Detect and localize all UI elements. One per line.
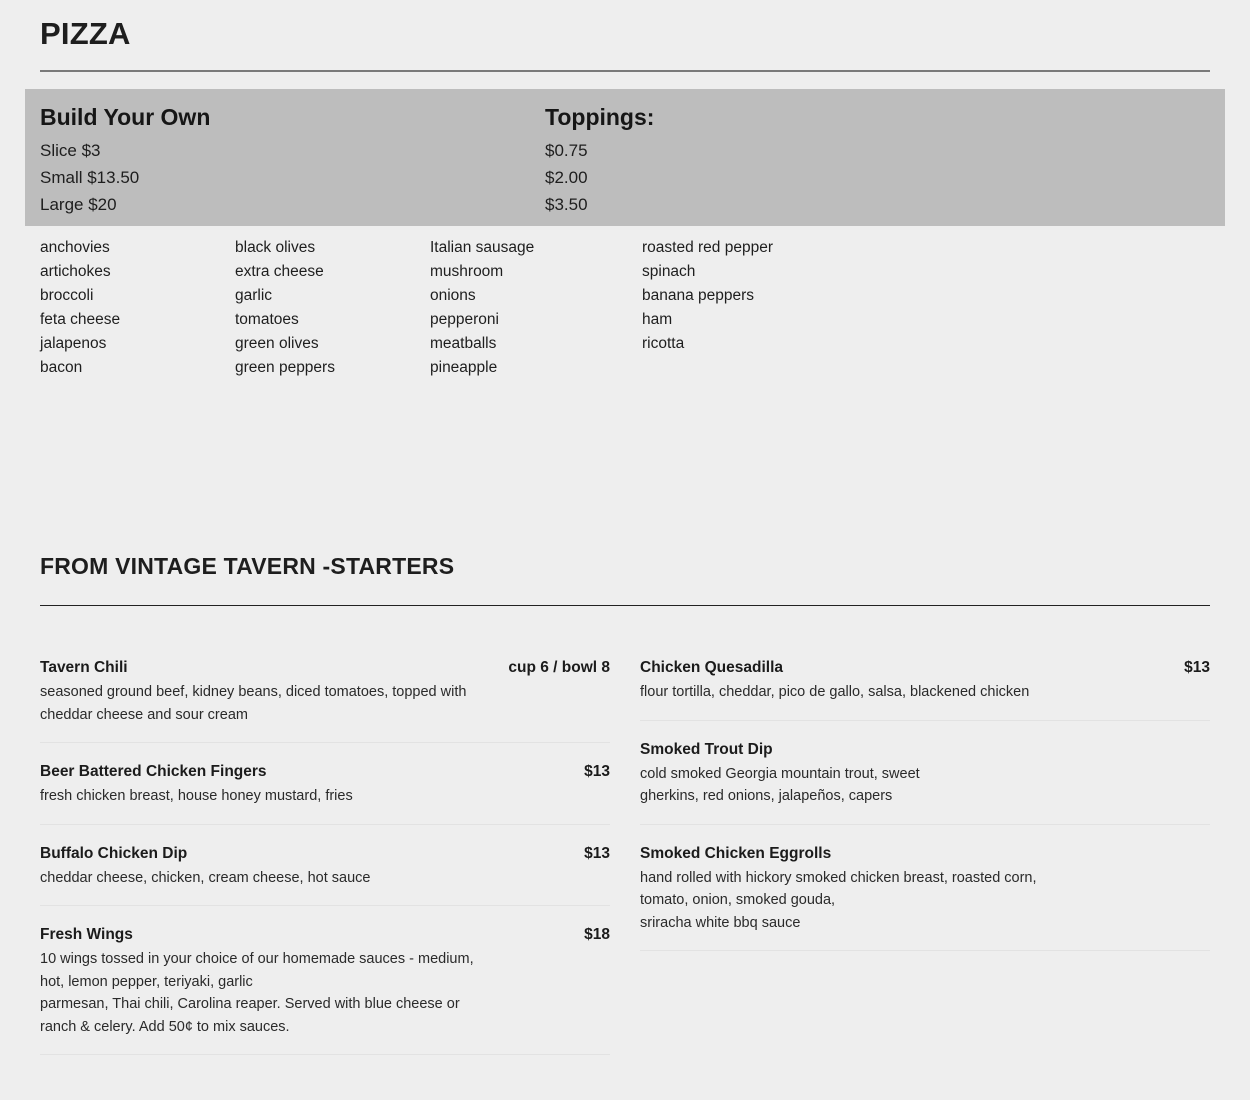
topping-price-slice: $0.75: [545, 141, 588, 160]
description-line: seasoned ground beef, kidney beans, diced tomatoes, topped with cheddar cheese and sour cream: [40, 684, 467, 723]
topping-item: Italian sausage: [430, 239, 535, 256]
toppings-column-2: [235, 236, 335, 380]
item-description: [640, 867, 1090, 935]
topping-item: artichokes: [40, 263, 111, 280]
starters-right-column: [640, 655, 1210, 951]
item-description: [40, 681, 490, 726]
item-name: Chicken Quesadilla: [640, 659, 783, 676]
description-line: flour tortilla, cheddar, pico de gallo, salsa, blackened chicken: [640, 684, 1030, 700]
topping-item: mushroom: [430, 263, 504, 280]
topping-price-large: $3.50: [545, 195, 588, 214]
menu-item-buffalo-chicken-dip: [40, 825, 610, 907]
description-line: hand rolled with hickory smoked chicken breast, roasted corn,: [640, 869, 1037, 886]
item-price: $13: [1184, 659, 1210, 676]
item-description: [40, 867, 490, 890]
topping-item: jalapenos: [40, 335, 107, 352]
price-large: Large $20: [40, 195, 117, 214]
topping-item: pepperoni: [430, 311, 499, 328]
menu-item-smoked-chicken-eggrolls: [640, 825, 1210, 952]
topping-item: broccoli: [40, 287, 94, 304]
toppings-column-3: [430, 236, 534, 380]
starters-divider: [40, 605, 1210, 606]
topping-item: onions: [430, 287, 476, 304]
description-line: sriracha white bbq sauce: [640, 914, 801, 931]
item-name: Smoked Trout Dip: [640, 740, 773, 758]
item-description: [640, 681, 1090, 704]
topping-item: green peppers: [235, 359, 335, 376]
description-line: tomato, onion, smoked gouda,: [640, 892, 836, 908]
description-line: cheddar cheese, chicken, cream cheese, hot sauce: [40, 869, 371, 886]
description-line: cold smoked Georgia mountain trout, sweet: [640, 765, 920, 782]
price-slice: Slice $3: [40, 141, 101, 160]
description-line: parmesan, Thai chili, Carolina reaper. Served with blue cheese or ranch & celery. Add 50¢ to mix sauces.: [40, 996, 460, 1035]
item-price: $13: [584, 763, 610, 780]
description-line: 10 wings tossed in your choice of our homemade sauces - medium, hot, lemon pepper, teriyaki, garlic: [40, 951, 474, 990]
menu-item-tavern-chili: [40, 655, 610, 743]
topping-item: bacon: [40, 359, 83, 376]
menu-item-fresh-wings: [40, 906, 610, 1055]
topping-item: meatballs: [430, 335, 497, 352]
item-price: $18: [584, 926, 610, 943]
price-small: Small $13.50: [40, 168, 140, 187]
menu-item-beer-battered-chicken-fingers: [40, 743, 610, 825]
topping-item: banana peppers: [642, 287, 755, 304]
topping-item: tomatoes: [235, 311, 299, 328]
topping-item: roasted red pepper: [642, 239, 773, 256]
menu-item-smoked-trout-dip: [640, 721, 1210, 825]
item-name: Smoked Chicken Eggrolls: [640, 844, 832, 862]
topping-item: ricotta: [642, 335, 685, 352]
toppings-price-block: [545, 103, 654, 218]
topping-item: green olives: [235, 335, 319, 352]
topping-item: anchovies: [40, 239, 110, 256]
description-line: gherkins, red onions, jalapeños, capers: [640, 788, 893, 804]
item-price: $13: [584, 844, 610, 862]
topping-item: extra cheese: [235, 263, 324, 280]
item-name: Tavern Chili: [40, 659, 128, 676]
starters-section-title: FROM VINTAGE TAVERN -STARTERS: [40, 553, 455, 579]
item-name: Fresh Wings: [40, 926, 133, 943]
topping-item: pineapple: [430, 359, 498, 376]
item-description: [40, 948, 490, 1038]
pizza-pricing-band: [25, 89, 1225, 226]
topping-item: garlic: [235, 287, 273, 304]
toppings-heading: Toppings:: [545, 104, 655, 130]
topping-item: ham: [642, 311, 673, 328]
topping-item: feta cheese: [40, 311, 121, 328]
topping-item: black olives: [235, 239, 316, 256]
item-description: [640, 763, 1090, 808]
item-price: cup 6 / bowl 8: [508, 659, 610, 676]
toppings-column-4: [642, 236, 773, 356]
item-description: [40, 785, 490, 808]
toppings-column-1: [40, 236, 120, 380]
item-name: Buffalo Chicken Dip: [40, 844, 188, 862]
pizza-section-title: PIZZA: [40, 16, 131, 51]
build-your-own-heading: Build Your Own: [40, 104, 211, 130]
starters-left-column: [40, 655, 610, 1055]
topping-price-small: $2.00: [545, 168, 588, 187]
topping-item: spinach: [642, 263, 696, 280]
description-line: fresh chicken breast, house honey mustard, fries: [40, 788, 353, 804]
item-name: Beer Battered Chicken Fingers: [40, 763, 267, 780]
menu-item-chicken-quesadilla: [640, 655, 1210, 721]
pizza-divider: [40, 70, 1210, 72]
build-your-own-block: [40, 103, 210, 218]
